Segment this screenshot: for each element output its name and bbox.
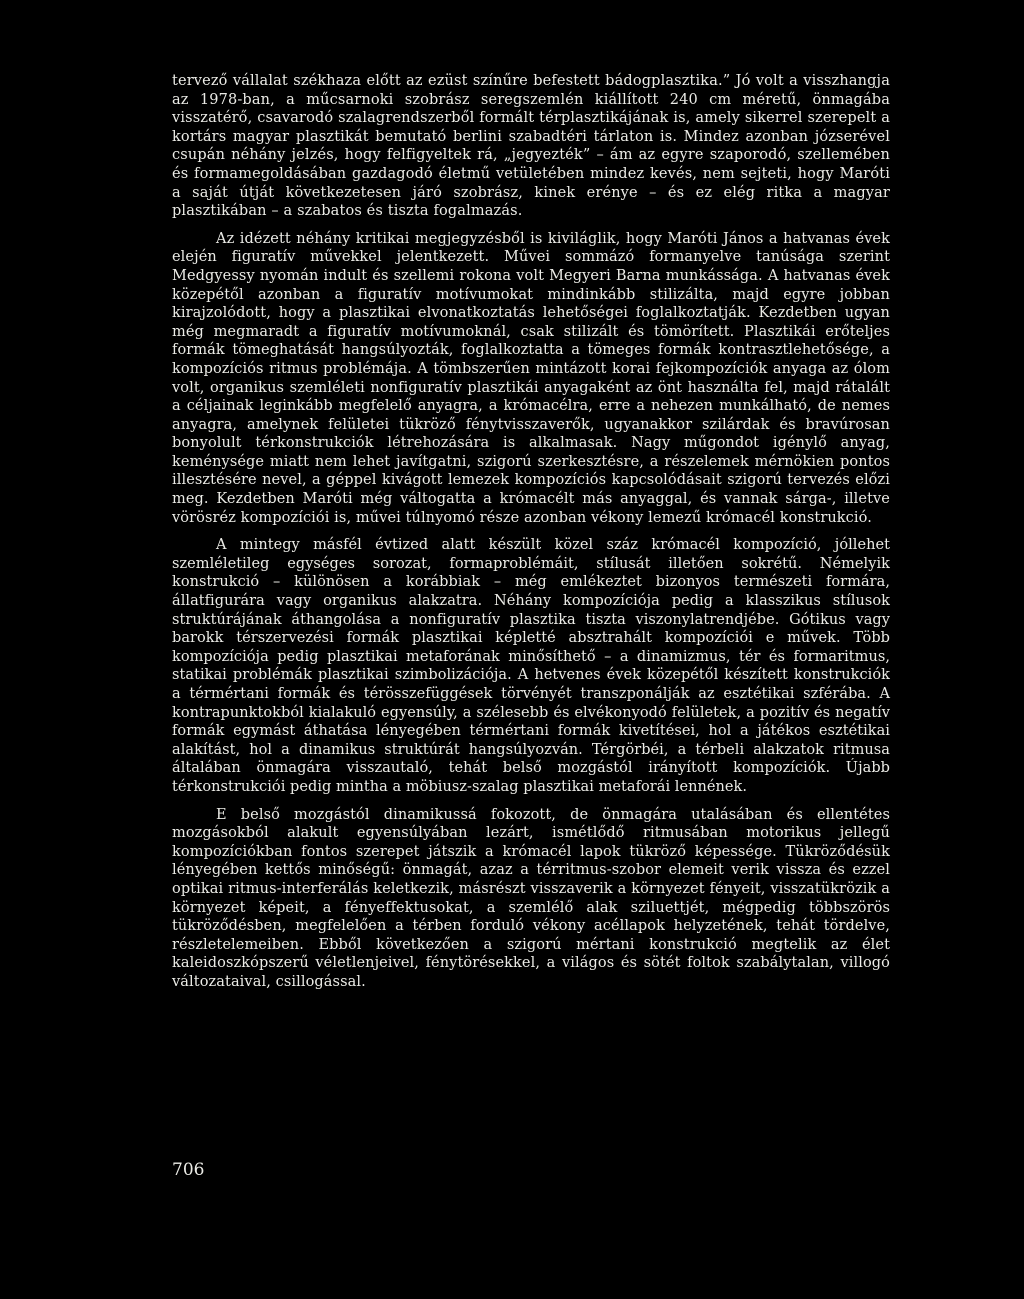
page-text-block [172, 72, 890, 992]
page-number: 706 [172, 1160, 205, 1180]
paragraph-3: A mintegy másfél évtized alatt készült közel száz krómacél kompozíció, jóllehet szemléletileg egységes sorozat, formaproblémáit, stílusát illetően sokrétű. Némelyik konstrukció – különösen a korábbiak – még emlékeztet bizonyos természeti formára, állatfigurára vagy organikus alakzatra. Néhány kompozíciója pedig a klasszikus stílusok struktúrájának áthangolása a nonfiguratív plasztika tiszta viszonylatrendjébe. Gótikus vagy barokk térszervezési formák plasztikai képletté absztrahált kompozíciói e művek. Több kompozíciója pedig plasztikai metaforának minősíthető – a dinamizmus, tér és formaritmus, statikai problémák plasztikai szimbolizációja. A hetvenes évek közepétől készített konstrukciók a térmértani formák és térösszefüggések törvényét transzponálják az esztétikai szférába. A kontrapunktokból kialakuló egyensúly, a szélesebb és elvékonyodó felületek, a pozitív és negatív formák egymást áthatása lényegében térmértani formák kivetítései, hol a játékos esztétikai alakítást, hol a dinamikus struktúrát hangsúlyozván. Térgörbéi, a térbeli alakzatok ritmusa általában önmagára visszautaló, tehát belső mozgástól irányított kompozíciók. Újabb térkonstrukciói pedig mintha a möbiusz-szalag plasztikai metaforái lennének. [172, 537, 890, 795]
paragraph-1: tervező vállalat székhaza előtt az ezüst színűre befestett bádogplasztika.” Jó volt a visszhangja az 1978-ban, a műcsarnoki szobrász seregszemlén kiállított 240 cm méretű, önmagába visszatérő, csavarodó szalagrendszerből formált térplasztikájának is, amely sikerrel szerepelt a kortárs magyar plasztikát bemutató berlini szabadtéri tárlaton is. Mindez azonban józserével csupán néhány jelzés, hogy felfigyeltek rá, „jegyezték” – ám az egyre szaporodó, szellemében és formamegoldásában gazdagodó életmű vetületében mindez kevés, nem sejteti, hogy Maróti a saját útját következetesen járó szobrász, kinek erénye – és ez elég ritka a magyar plasztikában – a szabatos és tiszta fogalmazás. [172, 73, 890, 220]
paragraph-4: E belső mozgástól dinamikussá fokozott, de önmagára utalásában és ellentétes mozgásokból alakult egyensúlyában lezárt, ismétlődő ritmusában motorikus jellegű kompozíciókban fontos szerepet játszik a krómacél lapok tükröző képessége. Tükröződésük lényegében kettős minőségű: önmagát, azaz a térritmus-szobor elemeit verik vissza és ezzel optikai ritmus-interferálás keletkezik, másrészt visszaverik a környezet fényeit, visszatükrözik a környezet képeit, a fényeffektusokat, a szemlélő alak sziluettjét, mégpedig többszörös tükröződésben, megfelelően a térben forduló vékony acéllapok helyzetének, tehát tördelve, részletelemeiben. Ebből következően a szigorú mértani konstrukció megtelik az élet kaleidoszkópszerű véletlenjeivel, fénytörésekkel, a világos és sötét foltok szabálytalan, villogó változataival, csillogással. [172, 806, 890, 990]
paragraph-2: Az idézett néhány kritikai megjegyzésből is kiviláglik, hogy Maróti János a hatvanas évek elején figuratív művekkel jelentkezett. Művei sommázó formanyelve tanúsága szerint Medgyessy nyomán indult és szellemi rokona volt Megyeri Barna munkássága. A hatvanas évek közepétől azonban a figuratív motívumokat mindinkább stilizálta, majd egyre jobban kirajzolódott, hogy a plasztikai elvonatkoztatás lehetőségei foglalkoztatják. Kezdetben ugyan még megmaradt a figuratív motívumoknál, csak stilizált és tömörített. Plasztikái erőteljes formák tömeghatását hangsúlyozták, foglalkoztatta a tömeges formák kontrasztlehetősége, a kompozíciós ritmus problémája. A tömbszerűen mintázott korai fejkompozíciók anyaga az ólom volt, organikus szemléleti nonfiguratív plasztikái anyagaként az önt használta fel, majd rátalált a céljainak leginkább megfelelő anyagra, a krómacélra, erre a nehezen munkálható, de nemes anyagra, amelynek felületei tükröző fénytvisszaverők, ugyanakkor szilárdak és bravúrosan bonyolult térkonstrukciók létrehozására is alkalmasak. Nagy műgondot igénylő anyag, keménysége miatt nem lehet javítgatni, szigorú szerkesztésre, a részelemek mérnökien pontos illesztésére nevel, a géppel kivágott lemezek kompozíciós kapcsolódásait szigorú tervezés előzi meg. Kezdetben Maróti még váltogatta a krómacélt más anyaggal, és vannak sárga-, illetve vörösréz kompozíciói is, művei túlnyomó része azonban vékony lemezű krómacél konstrukció. [172, 230, 890, 526]
